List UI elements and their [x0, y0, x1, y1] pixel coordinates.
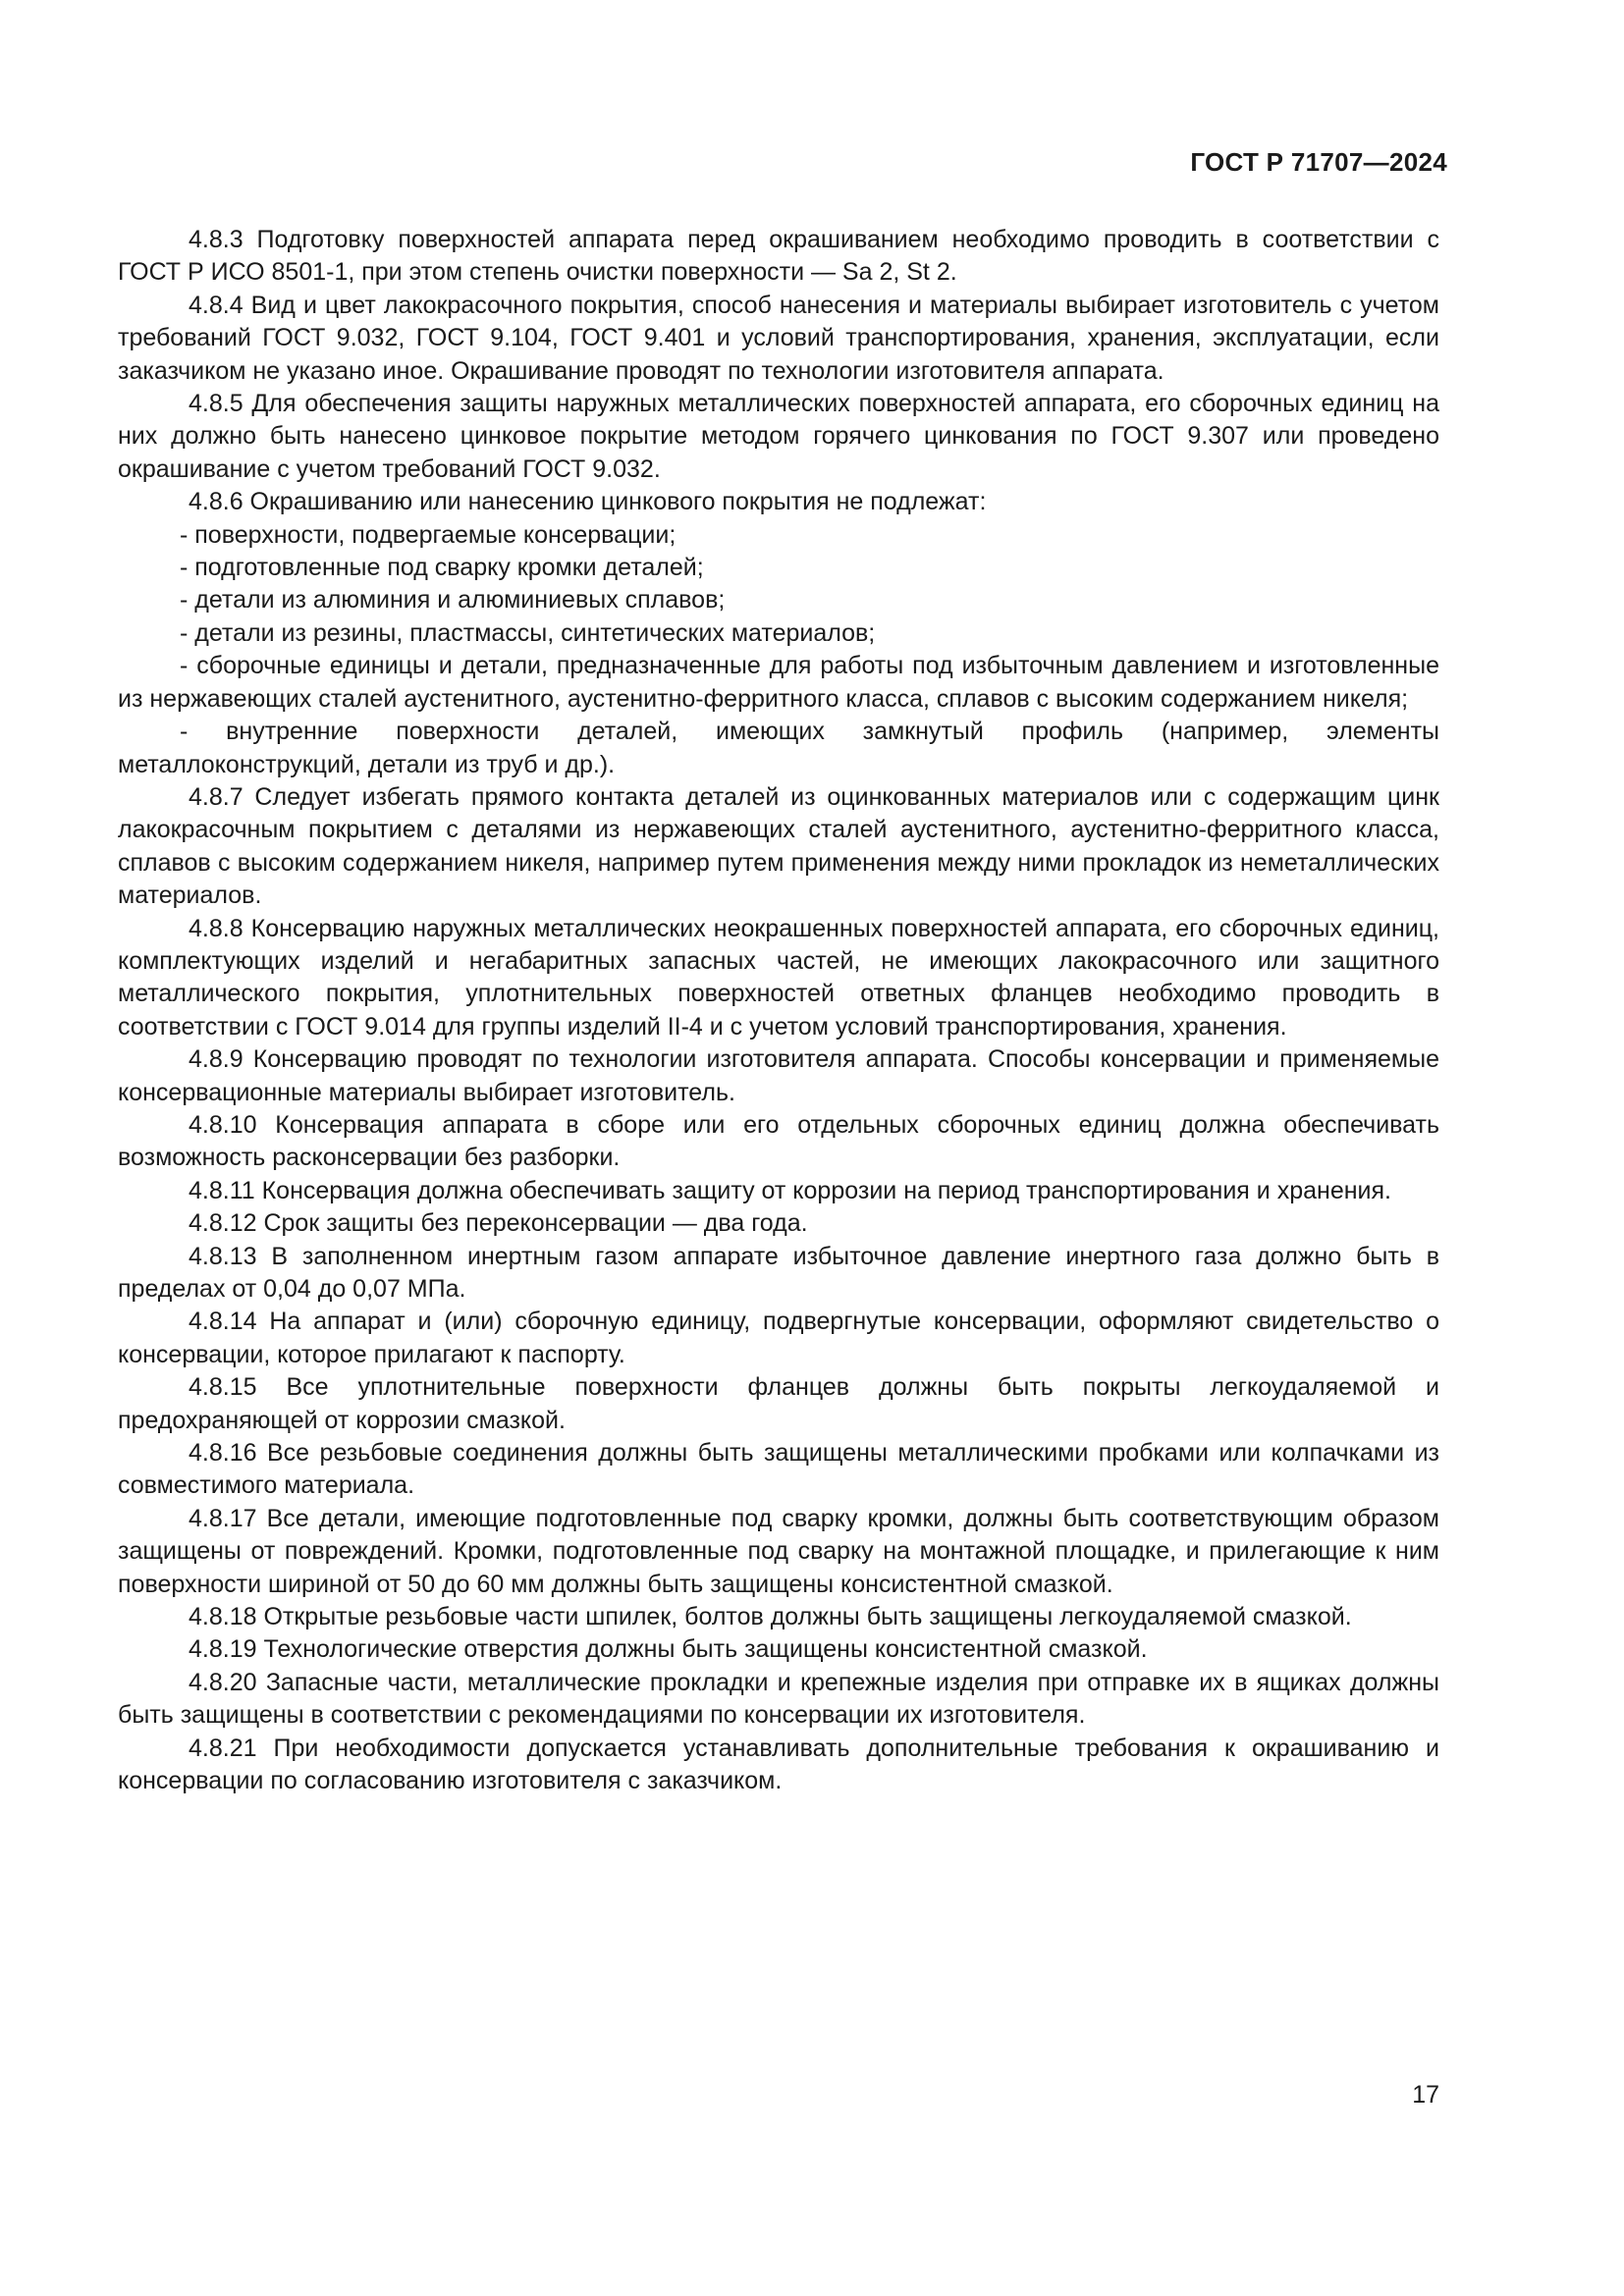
clause-4-8-15: 4.8.15 Все уплотнительные поверхности фланцев должны быть покрыты легкоудаляемой и предохраняющей от коррозии смазкой.	[118, 1373, 1439, 1434]
clause-4-8-16: 4.8.16 Все резьбовые соединения должны быть защищены металлическими пробками или колпачками из совместимого материала.	[118, 1439, 1439, 1500]
clause-4-8-8: 4.8.8 Консервацию наружных металлических неокрашенных поверхностей аппарата, его сборочных единиц, комплектующих изделий и негабаритных запасных частей, не имеющих лакокрасочного или защитного металлического покрытия, уплотнительных поверхностей ответных фланцев необходимо проводить в соответствии с ГОСТ 9.014 для группы изделий II-4 и с учетом условий транспортирования, хранения.	[118, 914, 1439, 1041]
list-item: - внутренние поверхности деталей, имеющих замкнутый профиль (например, элементы металлоконструкций, детали из труб и др.).	[118, 718, 1439, 778]
list-item: - подготовленные под сварку кромки деталей;	[180, 554, 704, 582]
page-number: 17	[1412, 2081, 1439, 2109]
clause-4-8-21: 4.8.21 При необходимости допускается устанавливать дополнительные требования к окрашиванию и консервации по согласованию изготовителя с заказчиком.	[118, 1734, 1439, 1795]
document-designation: ГОСТ Р 71707—2024	[1190, 147, 1447, 177]
clause-4-8-5: 4.8.5 Для обеспечения защиты наружных металлических поверхностей аппарата, его сборочных единиц на них должно быть нанесено цинковое покрытие методом горячего цинкования по ГОСТ 9.307 или проведено окрашивание с учетом требований ГОСТ 9.032.	[118, 390, 1439, 483]
clause-4-8-10: 4.8.10 Консервация аппарата в сборе или его отдельных сборочных единиц должна обеспечивать возможность расконсервации без разборки.	[118, 1110, 1439, 1172]
list-item: - детали из алюминия и алюминиевых сплавов;	[180, 586, 726, 614]
list-item: - детали из резины, пластмассы, синтетических материалов;	[180, 618, 876, 647]
clause-4-8-6: 4.8.6 Окрашиванию или нанесению цинкового покрытия не подлежат:	[189, 488, 987, 516]
clause-4-8-17: 4.8.17 Все детали, имеющие подготовленные под сварку кромки, должны быть соответствующим образом защищены от повреждений. Кромки, подготовленные под сварку на монтажной площадке, и прилегающие к ним поверхности шириной от 50 до 60 мм должны быть защищены консистентной смазкой.	[118, 1504, 1439, 1598]
clause-4-8-14: 4.8.14 На аппарат и (или) сборочную единицу, подвергнутые консервации, оформляют свидетельство о консервации, которое прилагают к паспорту.	[118, 1308, 1439, 1368]
clause-4-8-12: 4.8.12 Срок защиты без переконсервации — два года.	[189, 1209, 808, 1238]
clause-4-8-7: 4.8.7 Следует избегать прямого контакта деталей из оцинкованных материалов или с содержащим цинк лакокрасочным покрытием с деталями из нержавеющих сталей аустенитного, аустенитно-ферритного класса, сплавов с высоким содержанием никеля, например путем применения между ними прокладок из неметаллических материалов.	[118, 782, 1439, 910]
list-item: - поверхности, подвергаемые консервации;	[180, 520, 677, 549]
clause-4-8-4: 4.8.4 Вид и цвет лакокрасочного покрытия, способ нанесения и материалы выбирает изготовитель с учетом требований ГОСТ 9.032, ГОСТ 9.104, ГОСТ 9.401 и условий транспортирования, хранения, эксплуатации, если заказчиком не указано иное. Окрашивание проводят по технологии изготовителя аппарата.	[118, 291, 1439, 385]
list-item: - сборочные единицы и детали, предназначенные для работы под избыточным давлением и изготовленные из нержавеющих сталей аустенитного, аустенитно-ферритного класса, сплавов с высоким содержанием никеля;	[118, 652, 1439, 713]
clause-4-8-9: 4.8.9 Консервацию проводят по технологии изготовителя аппарата. Способы консервации и применяемые консервационные материалы выбирает изготовитель.	[118, 1045, 1439, 1106]
clause-4-8-13: 4.8.13 В заполненном инертным газом аппарате избыточное давление инертного газа должно быть в пределах от 0,04 до 0,07 МПа.	[118, 1242, 1439, 1303]
clause-4-8-3: 4.8.3 Подготовку поверхностей аппарата перед окрашиванием необходимо проводить в соответствии с ГОСТ Р ИСО 8501-1, при этом степень очистки поверхности — Sa 2, St 2.	[118, 226, 1439, 287]
document-body	[118, 224, 1439, 1798]
clause-4-8-18: 4.8.18 Открытые резьбовые части шпилек, болтов должны быть защищены легкоудаляемой смазкой.	[189, 1603, 1352, 1631]
clause-4-8-11: 4.8.11 Консервация должна обеспечивать защиту от коррозии на период транспортирования и хранения.	[189, 1176, 1391, 1204]
clause-4-8-20: 4.8.20 Запасные части, металлические прокладки и крепежные изделия при отправке их в ящиках должны быть защищены в соответствии с рекомендациями по консервации их изготовителя.	[118, 1668, 1439, 1730]
clause-4-8-19: 4.8.19 Технологические отверстия должны быть защищены консистентной смазкой.	[189, 1635, 1148, 1664]
